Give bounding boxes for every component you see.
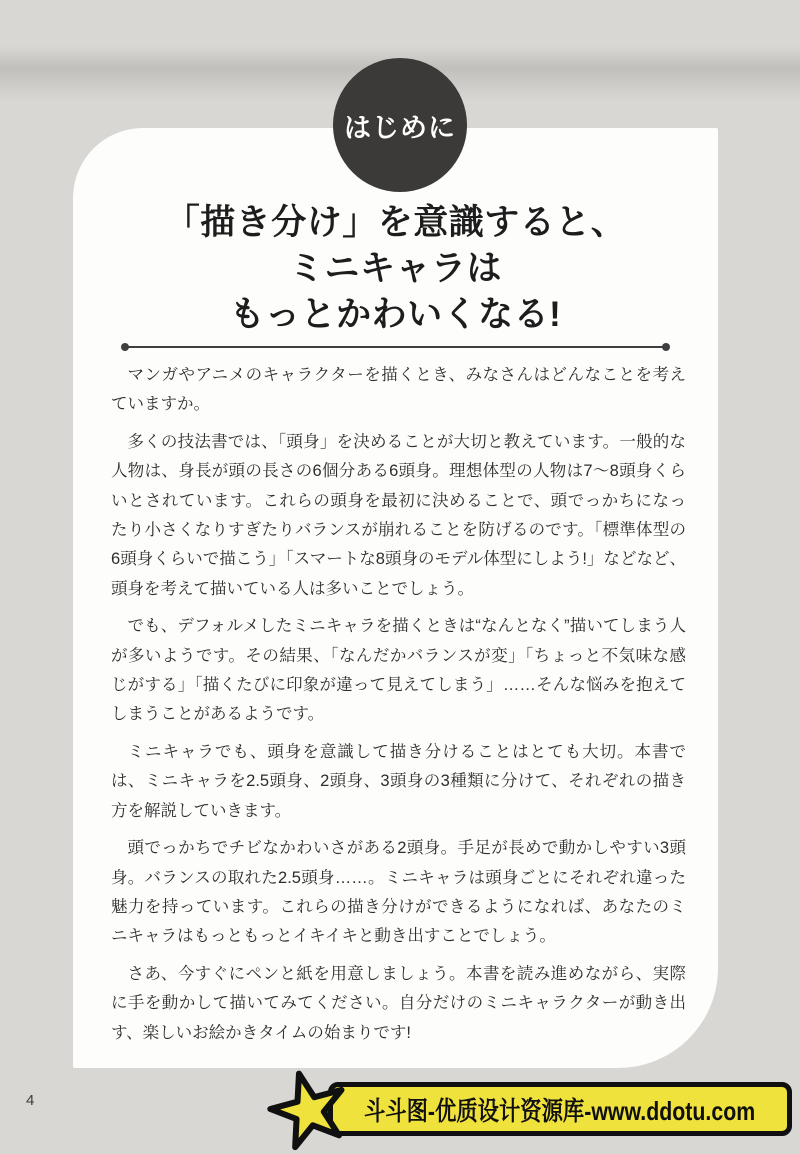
section-badge-label: はじめに [344,112,456,143]
title-divider [123,346,668,348]
paragraph: ミニキャラでも、頭身を意識して描き分けることはとても大切。本書では、ミニキャラを2.5頭身、2頭身、3頭身の3種類に分けて、それぞれの描き方を解説していきます。 [111,742,686,820]
title-line-3: もっとかわいくなる! [229,295,562,334]
watermark-text: 斗斗图-优质设计资源库-www.ddotu.com [364,1095,756,1126]
paragraph: でも、デフォルメしたミニキャラを描くときは“なんとなく”描いてしまう人が多いようです。その結果、「なんだかバランスが変」「ちょっと不気味な感じがする」「描くたびに印象が違って見えてしまう」……そんな悩みを抱えてしまうことがあるようです。 [111,617,687,724]
page-title [73,200,718,338]
section-badge [333,58,467,192]
paragraph: 頭でっかちでチビなかわいさがある2頭身。手足が長めで動かしやすい3頭身。バランスの取れた2.5頭身……。ミニキャラは頭身ごとにそれぞれ違った魅力を持っています。これらの描き分けができるようになれば、あなたのミニキャラはもっともっとイキイキと動き出すことでしょう。 [111,839,686,946]
paragraph: さあ、今すぐにペンと紙を用意しましょう。本書を読み進めながら、実際に手を動かして描いてみてください。自分だけのミニキャラクターが動き出す、楽しいお絵かきタイムの始まりです! [111,964,686,1042]
title-line-2: ミニキャラは [288,249,502,288]
page-number: 4 [26,1092,35,1109]
body-text [73,361,718,1048]
paragraph: 多くの技法書では、「頭身」を決めることが大切と教えています。一般的な人物は、身長が頭の長さの6個分ある6頭身。理想体型の人物は7〜8頭身くらいとされています。これらの頭身を最初に決めることで、頭でっかちになったり小さくなりすぎたりバランスが崩れることを防げるのです。「標準体型の6頭身くらいで描こう」「スマートな8頭身のモデル体型にしよう!」などなど、頭身を考えて描いている人は多いことでしょう。 [111,432,686,598]
paragraph: マンガやアニメのキャラクターを描くとき、みなさんはどんなことを考えていますか。 [111,366,686,414]
content-card [73,128,718,1068]
title-line-1: 「描き分け」を意識すると、 [164,203,627,242]
star-icon [266,1068,352,1154]
watermark-banner [328,1082,792,1136]
